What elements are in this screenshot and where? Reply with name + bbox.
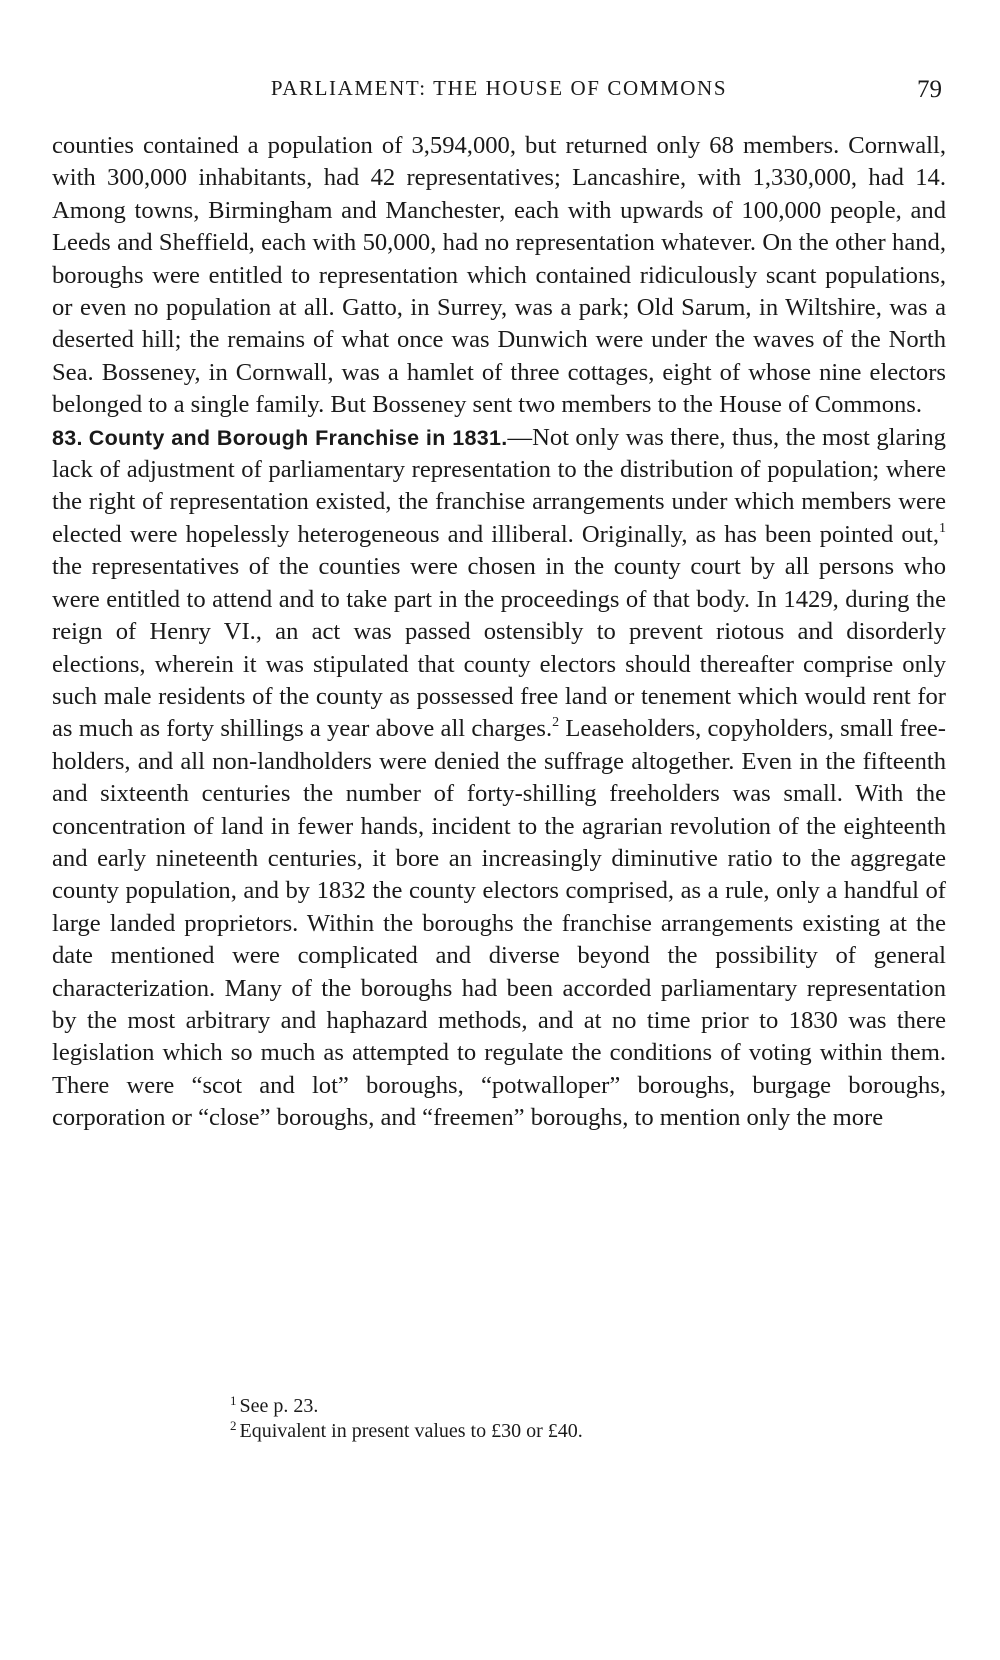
footnote-text: Equivalent in present values to £30 or £40. bbox=[239, 1420, 583, 1442]
section-83-paragraph bbox=[52, 422, 946, 1135]
section-number: 83. bbox=[52, 425, 83, 450]
footnote-text: See p. 23. bbox=[239, 1395, 319, 1417]
footnotes bbox=[230, 1394, 583, 1444]
book-page bbox=[52, 66, 946, 1135]
running-head bbox=[52, 66, 946, 106]
section-title: County and Borough Franchise in 1831. bbox=[88, 425, 508, 450]
section-text-part-1: —Not only was there, thus, the most glaring lack of adjustment of parliamentary representation to the distribution of population; where the right of representation existed, the franchise arrangements under which members were elected were hopelessly heterogeneous and illiberal. Originally, as has been pointed out, bbox=[52, 423, 946, 548]
running-head-title: PARLIAMENT: THE HOUSE OF COMMONS bbox=[270, 76, 728, 100]
paragraph-continued: counties contained a population of 3,594,000, but returned only 68 members. Cornwall, with 300,000 inhabitants, had 42 representatives; Lancashire, with 1,330,000, had 14. Among towns, Birmingham and Manchester, each with upwards of 100,000 people, and Leeds and Sheffield, each with 50,000, had no representation whatever. On the other hand, boroughs were entitled to representation which contained ridiculously scant populations, or even no population at all. Gatto, in Surrey, was a park; Old Sarum, in Wiltshire, was a deserted hill; the remains of what once was Dunwich were under the waves of the North Sea. Bosseney, in Cornwall, was a hamlet of three cottages, eight of whose nine electors belonged to a single family. But Bosseney sent two members to the House of Commons. bbox=[52, 132, 946, 419]
footnote-1 bbox=[230, 1394, 583, 1419]
footnote-marker: 1 bbox=[230, 1393, 237, 1408]
footnote-2 bbox=[230, 1419, 583, 1444]
section-heading bbox=[52, 426, 508, 450]
footnote-reference-1: 1 bbox=[939, 520, 946, 536]
page-number: 79 bbox=[917, 76, 942, 103]
footnote-marker: 2 bbox=[230, 1418, 237, 1433]
body-text bbox=[52, 130, 946, 1135]
section-text-part-2: the representatives of the counties were chosen in the county court by all persons who were entitled to attend and to take part in the proceedings of that body. In 1429, during the reign of Henry VI., an act was passed ostensibly to prevent riotous and disorderly elections, wherein it was stipulated that county electors should thereafter comprise only such male residents of the county as possessed free land or tenement which would rent for as much as forty shillings a year above all charges. bbox=[52, 553, 946, 743]
footnote-reference-2: 2 bbox=[552, 715, 560, 731]
section-text-part-3: Leaseholders, copyholders, small freeholders, and all non-landholders were denied the suffrage altogether. Even in the fifteenth and sixteenth centuries the number of forty-shilling freeholders was small. With the concentration of land in fewer hands, incident to the agrarian revolution of the eighteenth and early nineteenth centuries, it bore an increasingly diminutive ratio to the aggregate county population, and by 1832 the county electors comprised, as a rule, only a handful of large landed proprietors. Within the boroughs the franchise arrangements existing at the date mentioned were complicated and diverse beyond the possibility of general characterization. Many of the boroughs had been accorded parliamentary representation by the most arbitrary and haphazard methods, and at no time prior to 1830 was there legislation which so much as attempted to regulate the conditions of voting within them. There were “scot and lot” boroughs, “potwalloper” boroughs, burgage boroughs, corporation or “close” boroughs, and “freemen” boroughs, to mention only the more bbox=[52, 715, 946, 1132]
